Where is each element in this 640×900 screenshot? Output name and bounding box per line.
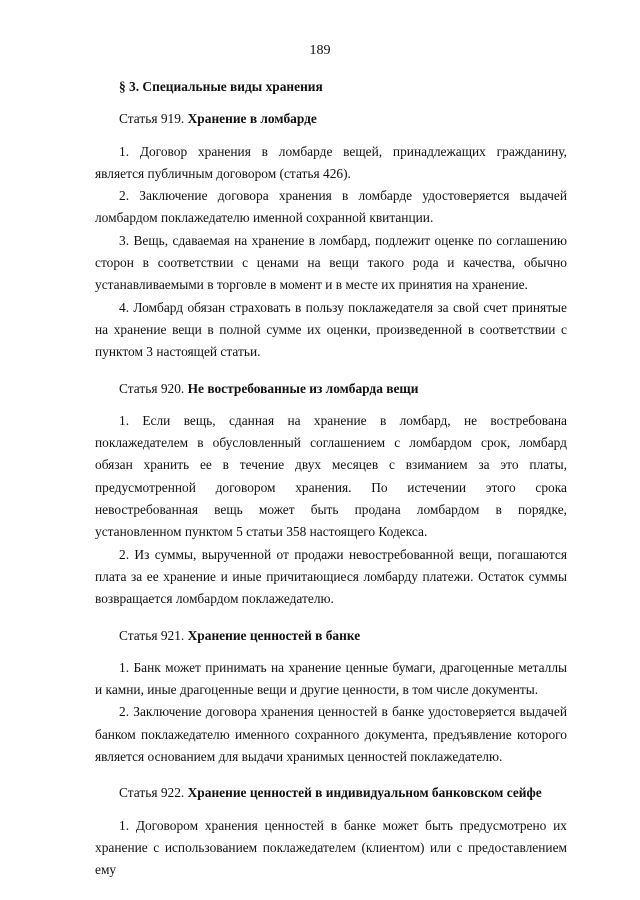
article-title: Хранение ценностей в индивидуальном банковском сейфе — [187, 785, 542, 801]
article-heading — [119, 378, 567, 400]
article-label: Статья 922. — [119, 785, 185, 801]
paragraph: 1. Если вещь, сданная на хранение в ломбард, не востребована поклажедателем в обусловленный соглашением с ломбардом срок, ломбард обязан хранить ее в течение двух месяцев с взиманием за это платы, предусмотренной договором хранения. По истечении этого срока невостребованная вещь может быть продана ломбардом в порядке, установленном пунктом 5 статьи 358 настоящего Кодекса. — [95, 412, 567, 540]
paragraph: 3. Вещь, сдаваемая на хранение в ломбард, подлежит оценке по соглашению сторон в соответствии с ценами на вещи такого рода и качества, обычно устанавливаемыми в торговле в момент и в месте их принятия на хранение. — [95, 232, 567, 293]
paragraph: 1. Банк может принимать на хранение ценные бумаги, драгоценные металлы и камни, иные драгоценные вещи и другие ценности, в том числе документы. — [95, 659, 567, 698]
section-title: § 3. Специальные виды хранения — [119, 79, 323, 94]
article-label: Статья 920. — [119, 380, 185, 396]
paragraph: 1. Договор хранения в ломбарде вещей, принадлежащих гражданину, является публичным договором (статья 426). — [95, 143, 567, 181]
paragraph: 2. Из суммы, вырученной от продажи невостребованной вещи, погашаются плата за ее хранение и иные причитающиеся ломбарду платежи. Остаток суммы возвращается ломбардом поклажедателю. — [95, 546, 567, 607]
article-heading — [119, 782, 567, 804]
article-921 — [95, 625, 567, 769]
article-heading — [119, 625, 567, 647]
paragraph: 2. Заключение договора хранения в ломбарде удостоверяется выдачей ломбардом поклажедателю именной сохранной квитанции. — [95, 188, 567, 226]
article-919 — [95, 108, 567, 363]
article-922 — [95, 782, 567, 881]
page-number: 189 — [309, 43, 331, 58]
article-label: Статья 921. — [119, 627, 185, 643]
article-title: Хранение в ломбарде — [187, 111, 317, 127]
article-label: Статья 919. — [119, 111, 185, 127]
article-920 — [95, 378, 567, 611]
paragraph: 1. Договором хранения ценностей в банке может быть предусмотрено их хранение с использованием поклажедателем (клиентом) или с предоставлением ему — [95, 817, 567, 878]
article-heading — [119, 108, 567, 130]
article-title: Не востребованные из ломбарда вещи — [187, 380, 419, 396]
paragraph: 2. Заключение договора хранения ценностей в банке удостоверяется выдачей банком поклажедателю именного сохранного документа, предъявление которого является основанием для выдачи хранимых ценностей поклажедателю. — [95, 704, 567, 765]
document-body — [95, 76, 567, 882]
paragraph: 4. Ломбард обязан страховать в пользу поклажедателя за свой счет принятые на хранение вещи в полной сумме их оценки, произведенной в соответствии с пунктом 3 настоящей статьи. — [95, 299, 567, 360]
article-title: Хранение ценностей в банке — [187, 627, 361, 643]
